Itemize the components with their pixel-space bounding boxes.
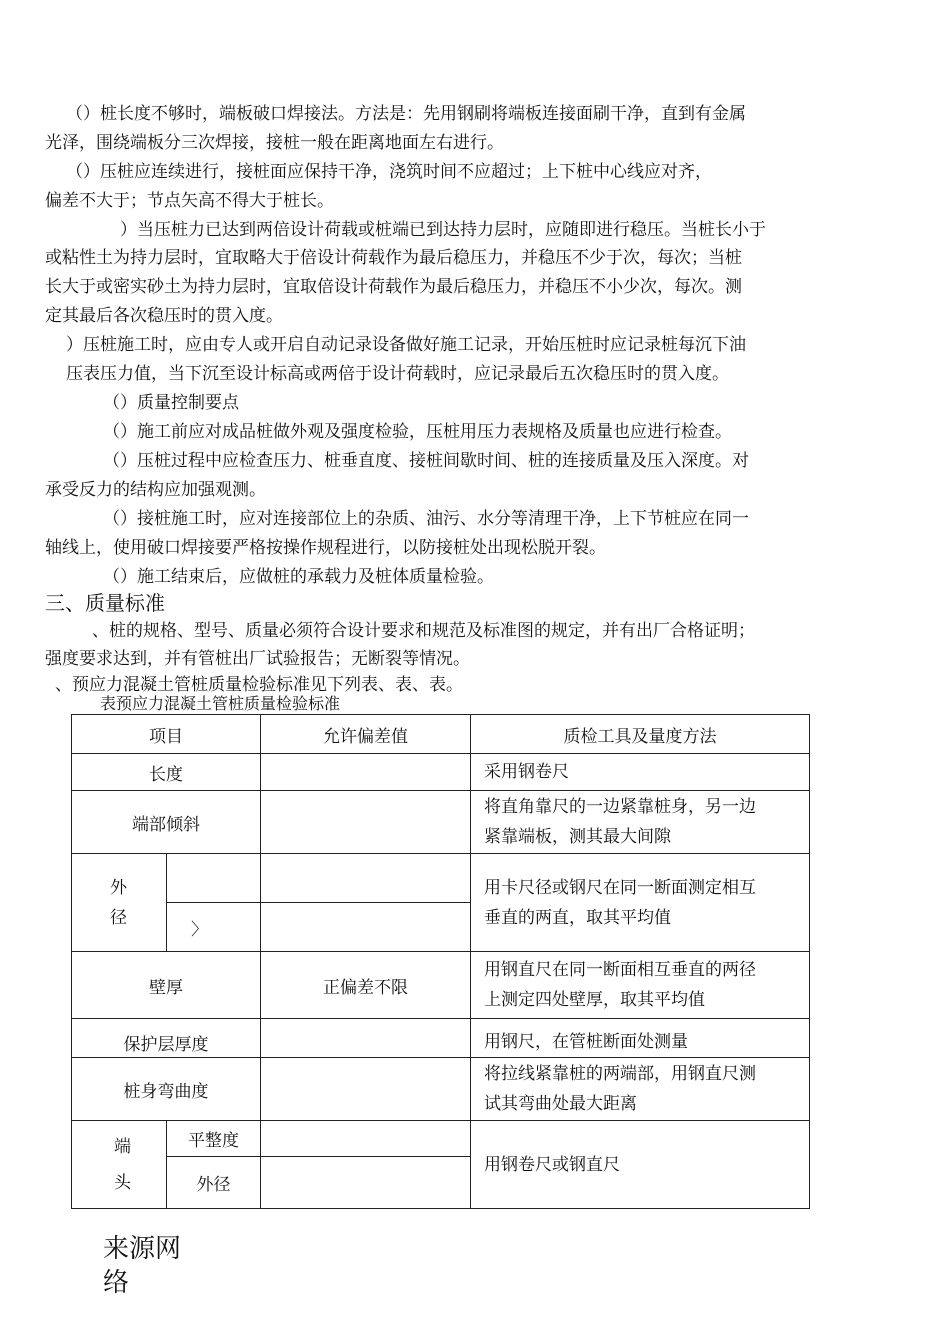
method-cell — [471, 1058, 810, 1121]
method-cell — [471, 854, 810, 952]
standard-line: 强度要求达到，并有管桩出厂试验报告；无断裂等情况。 — [45, 649, 470, 669]
tolerance-cell — [261, 1121, 471, 1157]
paragraph-line: 长大于或密实砂土为持力层时，宜取倍设计荷载作为最后稳压力，并稳压不小少次，每次。测 — [45, 277, 742, 297]
section-heading: 三、质量标准 — [45, 591, 165, 615]
method-line: 将拉线紧靠桩的两端部，用钢直尺测 — [484, 1064, 756, 1084]
method-cell: 用钢卷尺或钢直尺 — [471, 1121, 810, 1209]
method-cell — [471, 952, 810, 1019]
paragraph-line: （）质量控制要点 — [103, 393, 239, 413]
item-char: 头 — [114, 1172, 131, 1193]
paragraph-line: （）压桩过程中应检查压力、桩垂直度、接桩间歇时间、桩的连接质量及压入深度。对 — [103, 451, 749, 471]
paragraph-line: 或粘性土为持力层时，宜取略大于倍设计荷载作为最后稳压力，并稳压不少于次，每次；当桩 — [45, 248, 742, 268]
sub-item-cell: 外径 — [167, 1157, 261, 1209]
sub-item-cell: 平整度 — [167, 1121, 261, 1157]
paragraph-line: （）接桩施工时，应对连接部位上的杂质、油污、水分等清理干净，上下节桩应在同一 — [103, 509, 749, 529]
sub-item-cell: 〉 — [167, 903, 261, 952]
method-line: 紧靠端板，测其最大间隙 — [484, 827, 671, 847]
tolerance-cell — [261, 754, 471, 791]
item-cell — [72, 854, 167, 952]
header-item: 项目 — [72, 715, 261, 754]
source-line: 来源网 — [103, 1234, 182, 1264]
paragraph-line: ）当压桩力已达到两倍设计荷载或桩端已到达持力层时，应随即进行稳压。当桩长小于 — [120, 220, 766, 240]
paragraph-line: 轴线上，使用破口焊接要严格按操作规程进行，以防接桩处出现松脱开裂。 — [45, 538, 606, 558]
quality-standard-table — [71, 714, 810, 1209]
item-char: 外 — [110, 877, 127, 898]
paragraph-line: （）施工前应对成品桩做外观及强度检验，压桩用压力表规格及质量也应进行检查。 — [103, 422, 732, 442]
paragraph-line: 压表压力值，当下沉至设计标高或两倍于设计荷载时，应记录最后五次稳压时的贯入度。 — [66, 364, 729, 384]
paragraph-line: （）施工结束后，应做桩的承载力及桩体质量检验。 — [103, 567, 494, 587]
table-row — [72, 1121, 810, 1157]
method-cell — [471, 791, 810, 854]
item-cell: 端部倾斜 — [72, 791, 261, 854]
paragraph-line: 光泽，围绕端板分三次焊接，接桩一般在距离地面左右进行。 — [45, 133, 504, 153]
item-cell — [72, 1121, 167, 1209]
standard-line: 、预应力混凝土管桩质量检验标准见下列表、表、表。 — [55, 675, 463, 695]
table-row — [72, 952, 810, 1019]
method-line: 用钢直尺在同一断面相互垂直的两径 — [484, 960, 756, 980]
item-char: 端 — [114, 1136, 131, 1157]
item-cell: 壁厚 — [72, 952, 261, 1019]
tolerance-cell — [261, 791, 471, 854]
table-header-row — [72, 715, 810, 754]
item-cell: 保护层厚度 — [72, 1019, 261, 1058]
source-line: 络 — [103, 1268, 130, 1298]
item-cell: 长度 — [72, 754, 261, 791]
paragraph-line: 承受反力的结构应加强观测。 — [45, 480, 266, 500]
paragraph-line: （）压桩应连续进行，接桩面应保持干净，浇筑时间不应超过；上下桩中心线应对齐， — [66, 162, 712, 182]
method-cell: 采用钢卷尺 — [471, 754, 810, 791]
paragraph-line: ）压桩施工时，应由专人或开启自动记录设备做好施工记录，开始压桩时应记录桩每沉下油 — [66, 335, 746, 355]
table-row — [72, 1019, 810, 1058]
standard-line: 、桩的规格、型号、质量必须符合设计要求和规范及标准图的规定，并有出厂合格证明； — [92, 621, 755, 641]
paragraph-line: 偏差不大于；节点矢高不得大于桩长。 — [45, 191, 334, 211]
tolerance-cell: 正偏差不限 — [261, 952, 471, 1019]
paragraph-line: （）桩长度不够时，端板破口焊接法。方法是：先用钢刷将端板连接面刷干净，直到有金属 — [66, 104, 746, 124]
header-tolerance: 允许偏差值 — [261, 715, 471, 754]
sub-item-cell — [167, 854, 261, 903]
tolerance-cell — [261, 1019, 471, 1058]
tolerance-cell — [261, 1058, 471, 1121]
method-line: 垂直的两直，取其平均值 — [484, 907, 671, 928]
table-caption: 表预应力混凝土管桩质量检验标准 — [100, 694, 341, 713]
method-cell: 用钢尺，在管桩断面处测量 — [471, 1019, 810, 1058]
method-line: 试其弯曲处最大距离 — [484, 1094, 637, 1114]
item-char: 径 — [110, 907, 127, 928]
table-row — [72, 854, 810, 903]
tolerance-cell — [261, 854, 471, 903]
tolerance-cell — [261, 903, 471, 952]
table-row — [72, 791, 810, 854]
table-row — [72, 754, 810, 791]
paragraph-line: 定其最后各次稳压时的贯入度。 — [45, 306, 283, 326]
tolerance-cell — [261, 1157, 471, 1209]
source-note — [103, 1232, 181, 1300]
method-line: 用卡尺径或钢尺在同一断面测定相互 — [484, 877, 756, 898]
header-method: 质检工具及量度方法 — [471, 715, 810, 754]
item-cell: 桩身弯曲度 — [72, 1058, 261, 1121]
method-line: 将直角靠尺的一边紧靠桩身，另一边 — [484, 797, 756, 817]
table-row — [72, 1058, 810, 1121]
method-line: 上测定四处壁厚，取其平均值 — [484, 990, 705, 1010]
